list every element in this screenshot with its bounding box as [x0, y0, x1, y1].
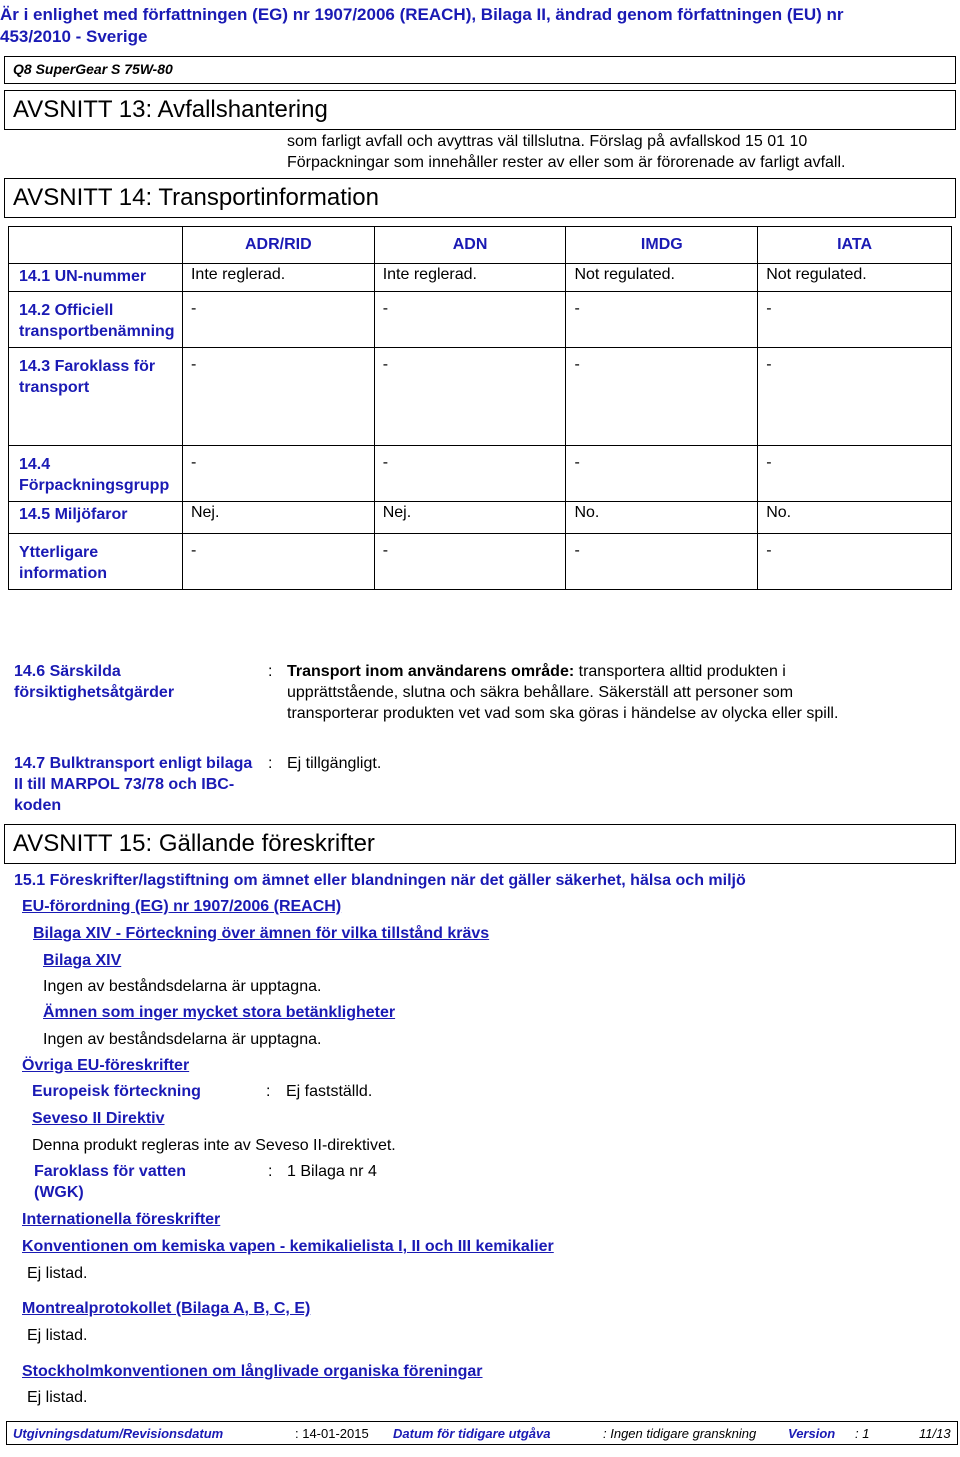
seveso-text: Denna produkt regleras inte av Seveso II-direktivet.	[32, 1137, 396, 1154]
cell-value: Inte reglerad.	[374, 264, 566, 292]
cell-value: -	[374, 292, 566, 348]
cell-value: -	[758, 292, 952, 348]
section15-header	[4, 824, 956, 864]
page-number: 11/13	[919, 1426, 951, 1441]
cell-value: -	[566, 446, 758, 502]
none-listed-1: Ingen av beståndsdelarna är upptagna.	[43, 978, 322, 995]
wgk-label: Faroklass för vatten (WGK)	[34, 1163, 187, 1201]
prev-date-value: : Ingen tidigare granskning	[603, 1426, 757, 1441]
column-iata: IATA	[758, 227, 952, 264]
section13-header	[4, 90, 956, 130]
product-name-box	[4, 56, 956, 84]
s146-line2: upprättstående, slutna och säkra behållare. Säkerställ att personer som	[287, 684, 794, 701]
prev-date-label: Datum för tidigare utgåva	[393, 1426, 551, 1441]
document-title-line2: 453/2010 - Sverige	[0, 27, 148, 46]
s147-value: Ej tillgängligt.	[287, 755, 382, 772]
s147-colon: :	[268, 755, 273, 772]
wgk-colon: :	[268, 1163, 273, 1180]
version-label: Version	[788, 1426, 836, 1441]
cell-value: -	[182, 446, 374, 502]
montreal-link[interactable]: Montrealprotokollet (Bilaga A, B, C, E)	[22, 1300, 311, 1317]
annex14-short-link[interactable]: Bilaga XIV	[43, 952, 122, 969]
intl-link[interactable]: Internationella föreskrifter	[22, 1211, 221, 1228]
row-label-un-number: 14.1 UN-nummer	[9, 264, 183, 292]
eu-inventory-value: Ej fastställd.	[286, 1083, 373, 1100]
transport-table-corner	[9, 227, 183, 264]
wgk-value: 1 Bilaga nr 4	[287, 1163, 377, 1180]
cell-value: -	[566, 348, 758, 446]
table-row	[9, 534, 952, 590]
section14-title: AVSNITT 14: Transportinformation	[13, 184, 379, 211]
table-row	[9, 292, 952, 348]
cell-value: -	[566, 292, 758, 348]
row-label-environmental: 14.5 Miljöfaror	[9, 502, 183, 534]
row-label-hazard-class: 14.3 Faroklass för transport	[9, 348, 183, 446]
cell-value: No.	[758, 502, 952, 534]
s146-colon: :	[268, 663, 273, 680]
annex14-link[interactable]: Bilaga XIV - Förteckning över ämnen för vilka tillstånd krävs	[33, 925, 490, 942]
product-name: Q8 SuperGear S 75W-80	[13, 61, 173, 77]
cell-value: -	[374, 534, 566, 590]
cell-value: Not regulated.	[758, 264, 952, 292]
column-imdg: IMDG	[566, 227, 758, 264]
table-row	[9, 446, 952, 502]
column-adr-rid: ADR/RID	[182, 227, 374, 264]
none-listed-2: Ingen av beståndsdelarna är upptagna.	[43, 1031, 322, 1048]
reach-link[interactable]: EU-förordning (EG) nr 1907/2006 (REACH)	[22, 898, 342, 915]
stockholm-value: Ej listad.	[27, 1389, 88, 1406]
cell-value: Inte reglerad.	[182, 264, 374, 292]
s146-line1-text: transportera alltid produkten i	[574, 663, 786, 680]
s151-heading: 15.1 Föreskrifter/lagstiftning om ämnet eller blandningen när det gäller säkerhet, hälsa och miljö	[14, 872, 746, 889]
cell-value: -	[758, 446, 952, 502]
section13-title: AVSNITT 13: Avfallshantering	[13, 96, 328, 123]
cell-value: Nej.	[374, 502, 566, 534]
table-row	[9, 264, 952, 292]
section13-text-line1: som farligt avfall och avyttras väl tillslutna. Förslag på avfallskod 15 01 10	[287, 133, 808, 150]
row-label-shipping-name: 14.2 Officiell transportbenämning	[9, 292, 183, 348]
s146-bold: Transport inom användarens område:	[287, 663, 575, 680]
cell-value: Not regulated.	[566, 264, 758, 292]
version-value: : 1	[855, 1426, 870, 1441]
cell-value: -	[566, 534, 758, 590]
row-label-packing-group: 14.4 Förpackningsgrupp	[9, 446, 183, 502]
cell-value: -	[374, 348, 566, 446]
cell-value: -	[182, 348, 374, 446]
document-title-line1: Är i enlighet med författningen (EG) nr 1907/2006 (REACH), Bilaga II, ändrad genom författningen (EU) nr	[0, 5, 844, 24]
transport-table	[8, 226, 952, 590]
cell-value: -	[182, 292, 374, 348]
s147-label: 14.7 Bulktransport enligt bilaga II till MARPOL 73/78 och IBC-koden	[14, 755, 253, 814]
section15-title: AVSNITT 15: Gällande föreskrifter	[13, 830, 375, 857]
montreal-value: Ej listad.	[27, 1327, 88, 1344]
svhc-link[interactable]: Ämnen som inger mycket stora betänkligheter	[43, 1004, 396, 1021]
s146-label: 14.6 Särskilda försiktighetsåtgärder	[14, 663, 175, 701]
seveso-link[interactable]: Seveso II Direktiv	[32, 1110, 165, 1127]
row-label-additional-info: Ytterligare information	[9, 534, 183, 590]
cell-value: -	[182, 534, 374, 590]
table-row	[9, 502, 952, 534]
cwc-link[interactable]: Konventionen om kemiska vapen - kemikalielista I, II och III kemikalier	[22, 1238, 554, 1255]
stockholm-link[interactable]: Stockholmkonventionen om långlivade organiska föreningar	[22, 1363, 483, 1380]
cell-value: -	[374, 446, 566, 502]
issue-date-label: Utgivningsdatum/Revisionsdatum	[13, 1426, 224, 1441]
issue-date-value: : 14-01-2015	[295, 1426, 369, 1441]
eu-inventory-colon: :	[266, 1083, 271, 1100]
cell-value: -	[758, 348, 952, 446]
page-footer	[6, 1421, 958, 1445]
document-title	[0, 4, 960, 48]
table-row	[9, 348, 952, 446]
cwc-value: Ej listad.	[27, 1265, 88, 1282]
column-adn: ADN	[374, 227, 566, 264]
s146-line3: transporterar produkten vet vad som ska göras i händelse av olycka eller spill.	[287, 705, 839, 722]
section14-header	[4, 178, 956, 218]
cell-value: Nej.	[182, 502, 374, 534]
cell-value: -	[758, 534, 952, 590]
section13-text-line2: Förpackningar som innehåller rester av eller som är förorenade av farligt avfall.	[287, 154, 846, 171]
eu-inventory-label: Europeisk förteckning	[32, 1083, 201, 1100]
cell-value: No.	[566, 502, 758, 534]
s146-line1	[287, 661, 786, 682]
other-eu-link[interactable]: Övriga EU-föreskrifter	[22, 1057, 190, 1074]
